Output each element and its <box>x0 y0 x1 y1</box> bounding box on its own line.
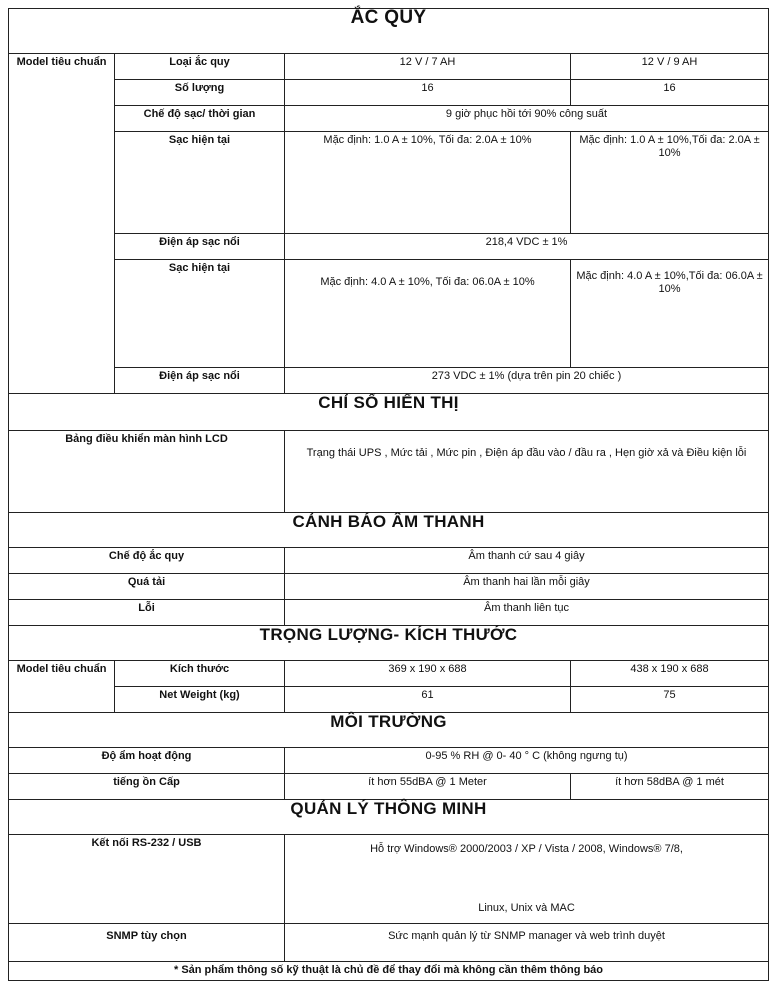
battery-qty-a: 16 <box>285 80 571 106</box>
battery-volt2-label: Điện áp sạc nổi <box>115 368 285 394</box>
battery-charge1-b: Mặc định: 1.0 A ± 10%,Tối đa: 2.0A ± 10% <box>571 132 769 234</box>
footnote: * Sản phẩm thông số kỹ thuật là chủ đề để thay đổi mà không cần thêm thông báo <box>9 962 769 981</box>
env-noise-b: ít hơn 58dBA @ 1 mét <box>571 774 769 800</box>
env-noise-label: tiếng ồn Cấp <box>9 774 285 800</box>
alarm-battery-label: Chế độ ắc quy <box>9 548 285 574</box>
mgmt-snmp-value: Sức mạnh quản lý từ SNMP manager và web trình duyệt <box>285 924 769 962</box>
weight-net-label: Net Weight (kg) <box>115 687 285 713</box>
battery-charge2-a: Mặc định: 4.0 A ± 10%, Tối đa: 06.0A ± 10% <box>285 260 571 368</box>
mgmt-conn-cell <box>285 835 769 924</box>
battery-qty-label: Số lượng <box>115 80 285 106</box>
section-alarm-title: CẢNH BÁO ÂM THANH <box>9 513 769 548</box>
weight-net-a: 61 <box>285 687 571 713</box>
env-humidity-label: Độ ẩm hoạt động <box>9 748 285 774</box>
battery-volt1-value: 218,4 VDC ± 1% <box>285 234 769 260</box>
section-battery-title: ẮC QUY <box>9 9 769 54</box>
mgmt-conn-line1: Hỗ trợ Windows® 2000/2003 / XP / Vista / 2008, Windows® 7/8, <box>370 843 683 855</box>
mgmt-snmp-label: SNMP tùy chọn <box>9 924 285 962</box>
battery-qty-b: 16 <box>571 80 769 106</box>
alarm-fault-label: Lỗi <box>9 600 285 626</box>
battery-type-b: 12 V / 9 AH <box>571 54 769 80</box>
battery-model-group-label: Model tiêu chuẩn <box>9 54 115 394</box>
weight-dim-b: 438 x 190 x 688 <box>571 661 769 687</box>
mgmt-conn-line2: Linux, Unix và MAC <box>478 902 575 914</box>
section-environment-title: MÔI TRƯỜNG <box>9 713 769 748</box>
weight-model-group-label: Model tiêu chuẩn <box>9 661 115 713</box>
battery-volt1-label: Điện áp sạc nổi <box>115 234 285 260</box>
alarm-battery-value: Âm thanh cứ sau 4 giây <box>285 548 769 574</box>
display-lcd-value: Trạng thái UPS , Mức tải , Mức pin , Điện áp đầu vào / đầu ra , Hẹn giờ xả và Điều kiện lỗi <box>285 431 769 513</box>
alarm-fault-value: Âm thanh liên tục <box>285 600 769 626</box>
battery-mode-value: 9 giờ phục hồi tới 90% công suất <box>285 106 769 132</box>
battery-charge2-label: Sạc hiện tại <box>115 260 285 368</box>
alarm-overload-value: Âm thanh hai lần mỗi giây <box>285 574 769 600</box>
battery-charge1-label: Sạc hiện tại <box>115 132 285 234</box>
display-lcd-label: Bảng điều khiển màn hình LCD <box>9 431 285 513</box>
env-humidity-value: 0-95 % RH @ 0- 40 ° C (không ngưng tụ) <box>285 748 769 774</box>
battery-charge2-b: Mặc định: 4.0 A ± 10%,Tối đa: 06.0A ± 10% <box>571 260 769 368</box>
battery-type-a: 12 V / 7 AH <box>285 54 571 80</box>
weight-dim-label: Kích thước <box>115 661 285 687</box>
weight-dim-a: 369 x 190 x 688 <box>285 661 571 687</box>
section-weight-title: TRỌNG LƯỢNG- KÍCH THƯỚC <box>9 626 769 661</box>
battery-mode-label: Chế độ sạc/ thời gian <box>115 106 285 132</box>
battery-volt2-value: 273 VDC ± 1% (dựa trên pin 20 chiếc ) <box>285 368 769 394</box>
alarm-overload-label: Quá tải <box>9 574 285 600</box>
spec-table <box>8 8 769 981</box>
weight-net-b: 75 <box>571 687 769 713</box>
mgmt-conn-label: Kết nối RS-232 / USB <box>9 835 285 924</box>
section-management-title: QUẢN LÝ THÔNG MINH <box>9 800 769 835</box>
battery-type-label: Loại ắc quy <box>115 54 285 80</box>
battery-charge1-a: Mặc định: 1.0 A ± 10%, Tối đa: 2.0A ± 10% <box>285 132 571 234</box>
section-display-title: CHỈ SỐ HIỂN THỊ <box>9 394 769 431</box>
env-noise-a: ít hơn 55dBA @ 1 Meter <box>285 774 571 800</box>
